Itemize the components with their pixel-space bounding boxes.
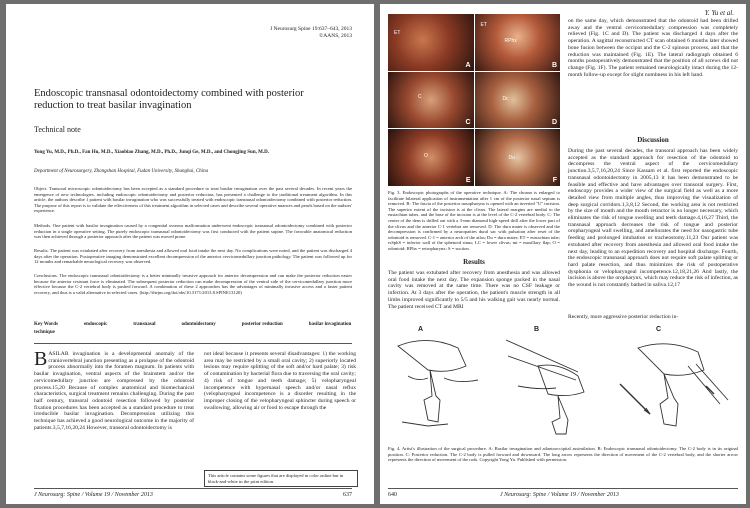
discussion-heading: Discussion xyxy=(637,136,669,144)
keywords-label: Key Words xyxy=(34,322,58,327)
panel-letter: F xyxy=(552,177,557,184)
article-subtitle: Technical note xyxy=(34,125,81,134)
panel-letter: A xyxy=(465,61,471,69)
panel-letter: A xyxy=(418,326,424,333)
affiliation: Department of Neurosurgery, Zhongshan Hospital, Fudan University, Shanghai, China xyxy=(34,169,209,174)
right-page xyxy=(380,4,746,504)
results-continued: on the same day, which demonstrated that the odontoid had been drilled away and the ventral cervicomedullary compression was completely relieved (Fig. 1C and D). The patient was discharged 4 days after the operation. A sagittal reconstructed CT scan obtained 6 months later showed bone fusion between the occiput and the C-2 spinous process, and that the reduction was maintained (Fig. 1E). The lateral radiograph obtained 6 months postoperatively demonstrated that the position of all screws did not change (Fig. 1F). The patient remained neurologically intact during the 12-month follow-up except for slight numbness in his left hand. xyxy=(568,18,738,78)
section-divider xyxy=(34,343,352,344)
endoscopic-photo-b xyxy=(475,14,561,71)
photo-tag: ET xyxy=(394,30,401,36)
keyword: basilar invagination xyxy=(308,322,352,327)
abstract-conclusions: Conclusions. The endoscopic transnasal odontoidectomy is a better minimally invasive approach for anterior decompression and can make the posterior reduction easier because the anterior resistant force is eliminated. The subsequent posterior reduction can make decompression of the ventral side of the cervicomedullary junction more effective because the C-2 vertebral body is pushed forward. A combination of these 2 approaches has the advantages of minimally invasive access and a faster patient recovery, and thus is a valid alternative in selected cases. (http://thejns.org/doi/abs/10.3171/2013.8.SPINE13120) xyxy=(34,273,352,295)
discussion-text-continued: Recently, more aggressive posterior reduction in- xyxy=(568,314,679,320)
keyword: odontoidectomy xyxy=(181,322,216,327)
panel-letter: C xyxy=(465,119,471,127)
running-head: Y. Yu et al. xyxy=(704,9,734,17)
abstract-methods: Methods. One patient with basilar invagination caused by a congenital osseous malformation underwent endoscopic transnasal odontoidectomy combined with posterior reduction in a single operative setting. The purely endoscopic transnasal odontoidectomy was first conducted with the patient supine. The favorable anatomical reduction was then achieved through a posterior approach after the patient was moved prone. xyxy=(34,223,352,240)
panel-letter: C xyxy=(656,326,662,333)
footer-rule xyxy=(388,488,738,489)
panel-letter: B xyxy=(534,326,540,333)
copyright-line: ©AANS, 2013 xyxy=(319,32,352,39)
panel-letter: D xyxy=(551,119,557,127)
figure-3-photographs xyxy=(388,14,560,186)
panel-letter: B xyxy=(551,61,557,69)
running-head xyxy=(270,26,352,39)
body-column-1 xyxy=(34,348,194,431)
keyword: posterior reduction xyxy=(241,322,283,327)
figure-4-caption: Fig. 4. Artist's illustration of the surgical procedure. A: Basilar invagination and atlantooccipital assimilation. B: Endoscopic transnasal odontoidectomy. The C-2 body is in its original position. C: Posterior reduction. The C-2 body is pulled forward and downward. The long arrow represents the direction of movement of the C-2 vertebral body, and the shorter arrow represents the direction of movement of the rods. Copyright Yong Yu. Published with permission. xyxy=(388,446,738,463)
results-heading: Results xyxy=(463,258,485,266)
figure-4-illustration xyxy=(388,326,736,442)
discussion-text: During the past several decades, the transoral approach has been widely accepted as the standard approach for resection of the odontoid to decompress the ventral aspect of the cervicomedullary junction.3,5,7,16,20,24 Since Kassam et al. first reported the endoscopic transnasal odontoidectomy in 2005,13 it has been demonstrated to be feasible and effective and have advantages over transoral surgery. First, endoscopy provides a wider view of the surgical field as well as a more detailed view from multiple angles, thus improving the visualization of deep surgical corridors.1,3,8,12 Second, the working area is not restricted by the size of mouth and the mouth retractor is no longer necessary, which eliminates the risk of tongue swelling and teeth damage.4,16,27 Third, the transnasal approach decreases the risk of tongue and posterior oropharyngeal wall swelling, and ameliorates the need for nasogastric tube feeding and prolonged intubation or tracheostomy.11,23 Our patient was extubated after recovery from anesthesia and allowed oral food intake the next day, leading to an expedition recovery and hospital discharge. Fourth, the endoscopic transnasal approach does not require soft palate splitting or hard palate resection, and thus minimizes the risk of postoperative dysphonia or velopharyngeal incompetence.12,18,21,26 And lastly, the incision is above the oropharynx, which may reduce the risk of infection, as the wound is not constantly bathed in saliva.12,17 xyxy=(568,148,738,289)
journal-citation: J Neurosurg Spine 19:637–643, 2013 xyxy=(270,26,352,32)
keyword: transnasal xyxy=(133,322,156,327)
photo-tag: ET xyxy=(480,22,487,28)
photo-tag: C xyxy=(418,93,422,100)
photo-tag: RPhx xyxy=(504,38,517,44)
figure-3-caption: Fig. 3. Endoscopic photographs of the operative technique. A: The choana is enlarged to facilitate bilateral application of instrumentation after 1 cm of the posterior nasal septum is removed. B: The fascia of the posterior nasopharynx is opened with an inverted "U" incision. The superior extent of the incision is at the clivus. The lateral margins are medial to the eustachian tubes, and the base of the incision is at the level of the C-2 vertebral body. C: The center of the dens is drilled out with a 3-mm diamond high-speed drill after the lower part of the clivus and the anterior C-1 vertebra are removed. D: The dura mater is observed and the decompression is confirmed by a neuropatties dural sac with pulsation after reset of the odontoid is removed. C-1 = anterior arch of the atlas; Du = dura mater; ET = eustachian tube; rsSphS = inferior wall of the sphenoid sinus; LC = lower clivus; mt = maxillary flap; O = odontoid; RPhx = retropharynx; S = suction. xyxy=(388,190,560,251)
keyword: technique xyxy=(34,330,55,335)
keywords xyxy=(34,321,352,337)
panel-letter: E xyxy=(465,177,471,184)
body-column-2: not ideal because it presents several disadvantages: 1) the working area may be restricted by a small oral cavity; 2) superiorly located lesions may require splitting of the soft and/or hard palate; 3) risk of contamination by bacterial flora due to traversing the oral cavity; 4) risk of tongue and teeth damage; 5) velopharyngeal incompetence with hypernasal speech and/or nasal reflux (velopharyngeal incompetence is a disorder resulting in the improper closing of the velopharyngeal sphincter during speech or swallowing, allowing air or food to escape through the xyxy=(204,351,356,411)
keyword: endoscopic xyxy=(83,322,108,327)
photo-tag: Du xyxy=(508,155,515,162)
page-number: 637 xyxy=(343,492,352,498)
color-figures-note: This article contains some figures that are displayed in color online but in black-and-white in the print edition. xyxy=(204,470,358,487)
results-text: The patient was extubated after recovery from anesthesia and was allowed oral food intake the next day. The expansion sponge packed in the nasal cavity was removed at the same time. There was no CSF leakage or infection. At 3 days after the operation, the patient's muscle strength in all limbs improved significantly to 5/5 and his walking gait was nearly normal. The patient received CT and MRI xyxy=(388,270,560,310)
photo-tag: O xyxy=(424,153,428,160)
page-footer: J Neurosurg: Spine / Volume 19 / November 2013 xyxy=(34,492,153,498)
endoscopic-photo-a xyxy=(388,14,474,71)
article-title: Endoscopic transnasal odontoidectomy combined with posterior reduction to treat basilar invagination xyxy=(34,88,304,111)
body-text: ASILAR invagination is a developmental anomaly of the craniovertebral junction presenting as a prolapse of the odontoid process abnormally into the foramen magnum. In patients with basilar invagination, ventral aspects of the brainstem and/or the cervicomedullary junction are compressed by the odontoid process.15,20 Because of complex anatomical and biomechanical characteristics, surgical treatment remains challenging. During the past half century, transoral odontoid resection followed by posterior fixation procedures has been accepted as a standard procedure to treat irreducible basilar invagination. Decompression utilizing this technique has achieved a good neurological outcome in the majority of patients.3,5,7,16,20,24 However, transoral odontoidectomy is xyxy=(34,351,194,431)
endoscopic-photo-c xyxy=(388,72,474,129)
surgical-procedure-drawing xyxy=(388,326,736,442)
left-page xyxy=(6,4,374,504)
endoscopic-photo-d xyxy=(475,72,561,129)
footer-rule xyxy=(34,488,352,489)
endoscopic-photo-f xyxy=(475,129,561,186)
author-list: Yong Yu, M.D., Ph.D., Fan Hu, M.D., Xiaobiao Zhang, M.D., Ph.D., Junqi Ge, M.D., and Chongjing Sun, M.D. xyxy=(34,150,269,155)
endoscopic-photo-e xyxy=(388,129,474,186)
abstract-results: Results. The patient was extubated after recovery from anesthesia and allowed oral food intake the next day. No complications were noted, and the patient was discharged 4 days after the operation. Postoperative imaging demonstrated excellent decompression of the anterior cervicomedullary junction pathology. The patient was followed up for 12 months and remarkable neurological recovery was observed. xyxy=(34,248,352,265)
abstract-object: Object. Transoral microscopic odontoidectomy has been accepted as a standard procedure to treat basilar invagination over the past several decades. In recent years the emergence of new technologies, including endoscopic odontoidectomy and posterior reduction, has presented a challenge to the traditional treatment algorithm. In this article, the authors describe 1 patient with basilar invagination who was successfully treated with endoscopic transnasal odontoidectomy combined with posterior reduction. The purpose of this report is to validate the effectiveness of this treatment algorithm in selected cases and describe several operative nuances and pearls based on the authors' experience. xyxy=(34,186,352,214)
page-number: 640 xyxy=(388,492,397,498)
photo-tag: Dc xyxy=(502,95,509,102)
page-footer: J Neurosurg: Spine / Volume 19 / November 2013 xyxy=(500,492,619,498)
drop-cap: B xyxy=(34,348,48,370)
